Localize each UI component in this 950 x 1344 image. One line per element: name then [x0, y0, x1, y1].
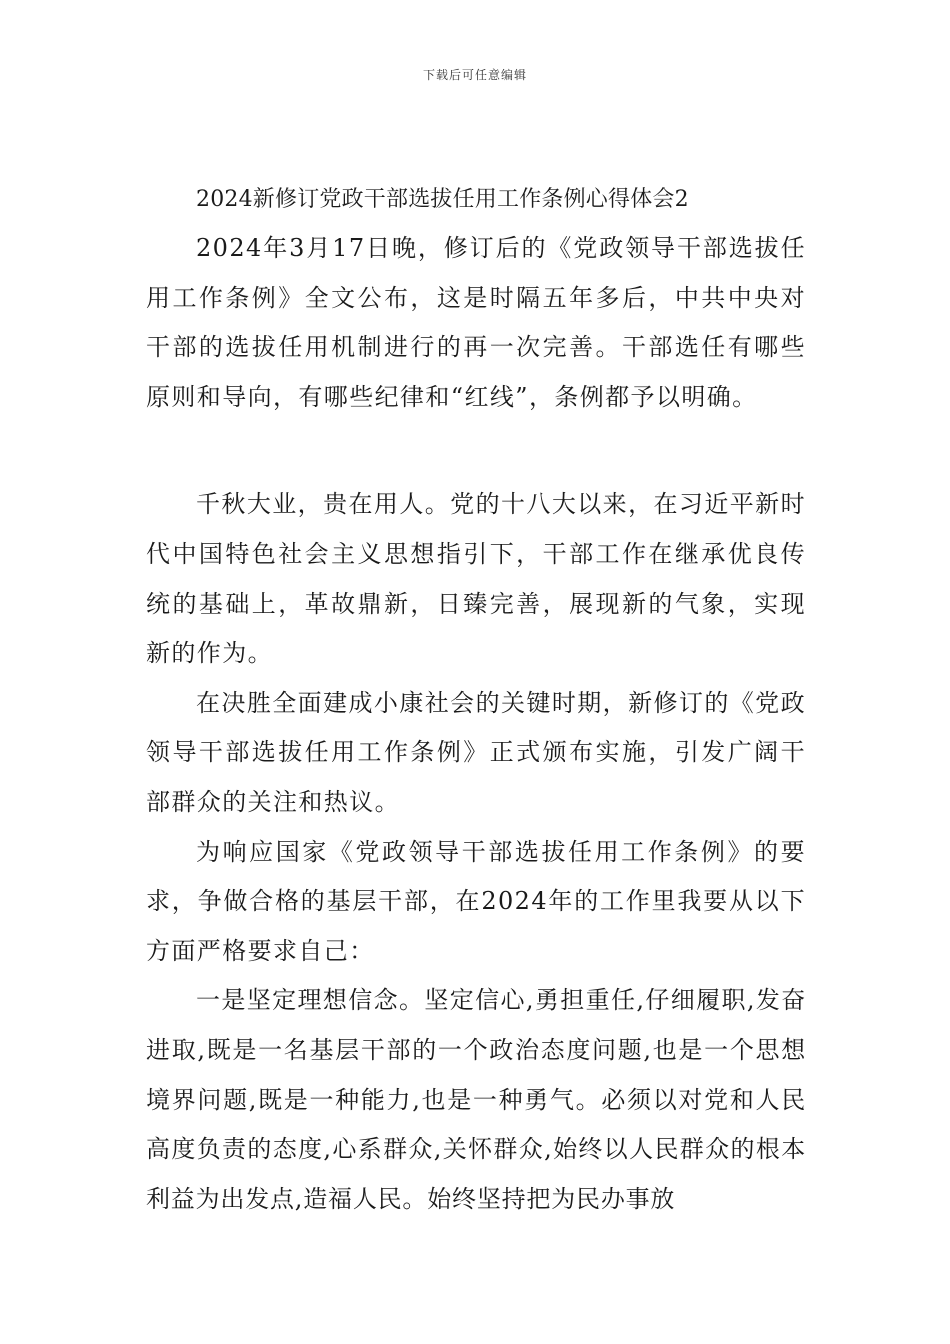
paragraph-talent: 千秋大业，贵在用人。党的十八大以来，在习近平新时代中国特色社会主义思想指引下，干部工作在继承优良传统的基础上，革故鼎新，日臻完善，展现新的气象，实现新的作为。 [146, 490, 806, 668]
document-title: 2024新修订党政干部选拔任用工作条例心得体会2 [196, 187, 689, 212]
header-note: 下载后可任意编辑 [422, 68, 527, 82]
document-body [146, 176, 806, 1224]
paragraph-intro: 2024年3月17日晚，修订后的《党政领导干部选拔任用工作条例》全文公布，这是时隔五年多后，中共中央对干部的选拔任用机制进行的再一次完善。干部选任有哪些原则和导向，有哪些纪律和“红线”，条例都予以明确。 [146, 234, 806, 411]
paragraph-point-one: 一是坚定理想信念。坚定信心,勇担重任,仔细履职,发奋进取,既是一名基层干部的一个政治态度问题,也是一个思想境界问题,既是一种能力,也是一种勇气。必须以对党和人民高度负责的态度,心系群众,关怀群众,始终以人民群众的根本利益为出发点,造福人民。始终坚持把为民办事放 [146, 986, 806, 1213]
paragraph-response: 为响应国家《党政领导干部选拔任用工作条例》的要求，争做合格的基层干部，在2024年的工作里我要从以下方面严格要求自己： [146, 837, 806, 965]
paragraph-regulation: 在决胜全面建成小康社会的关键时期，新修订的《党政领导干部选拔任用工作条例》正式颁布实施，引发广阔干部群众的关注和热议。 [146, 688, 806, 816]
